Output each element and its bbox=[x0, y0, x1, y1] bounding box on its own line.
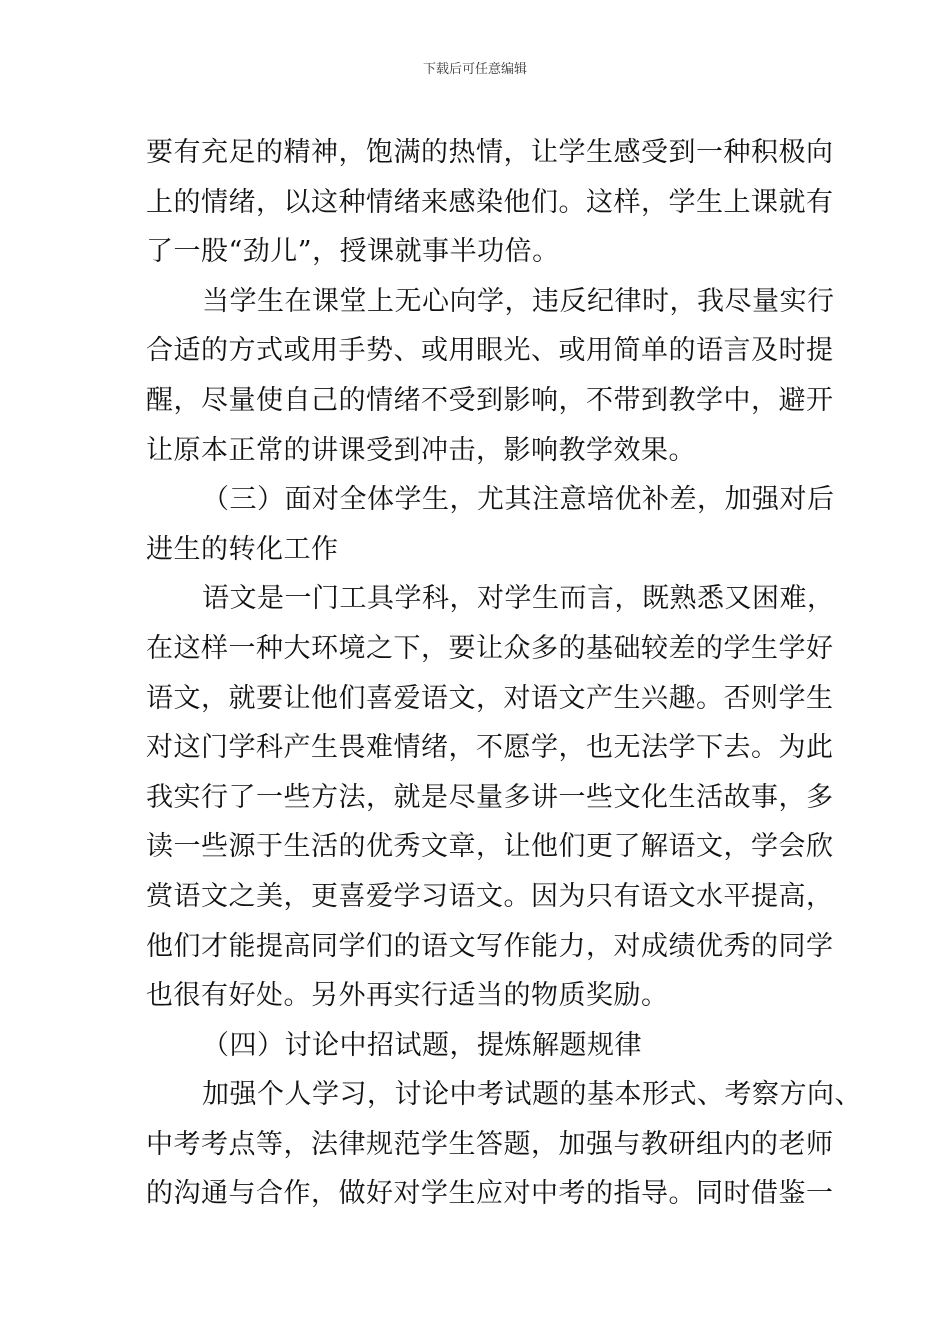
text-line: 进生的转化工作 bbox=[146, 533, 339, 565]
page-header: 下载后可任意编辑 bbox=[422, 62, 527, 77]
text-line: 的沟通与合作，做好对学生应对中考的指导。同时借鉴一 bbox=[146, 1178, 834, 1210]
text-line: 我实行了一些方法，就是尽量多讲一些文化生活故事，多 bbox=[146, 781, 834, 813]
text-line: 赏语文之美，更喜爱学习语文。因为只有语文水平提高， bbox=[146, 880, 834, 912]
paragraph bbox=[146, 574, 835, 1020]
text-line: 合适的方式或用手势、或用眼光、或用简单的语言及时提 bbox=[146, 335, 834, 367]
section-heading-3 bbox=[146, 475, 835, 574]
text-line: 语文是一门工具学科，对学生而言，既熟悉又困难， bbox=[202, 583, 835, 615]
section-heading-4 bbox=[146, 1021, 814, 1071]
text-line: 语文，就要让他们喜爱语文，对语文产生兴趣。否则学生 bbox=[146, 682, 834, 714]
text-line: （三）面对全体学生，尤其注意培优补差，加强对后 bbox=[202, 484, 835, 516]
text-line: 对这门学科产生畏难情绪，不愿学，也无法学下去。为此 bbox=[146, 732, 834, 764]
text-line: 上的情绪，以这种情绪来感染他们。这样，学生上课就有 bbox=[146, 186, 834, 218]
paragraph bbox=[146, 277, 835, 475]
text-line: （四）讨论中招试题，提炼解题规律 bbox=[202, 1029, 642, 1061]
paragraph bbox=[146, 1070, 862, 1219]
text-line: 读一些源于生活的优秀文章，让他们更了解语文，学会欣 bbox=[146, 831, 834, 863]
text-line: 让原本正常的讲课受到冲击，影响教学效果。 bbox=[146, 434, 696, 466]
text-line: 要有充足的精神，饱满的热情，让学生感受到一种积极向 bbox=[146, 137, 834, 168]
text-line: 也很有好处。另外再实行适当的物质奖励。 bbox=[146, 980, 669, 1012]
text-line: 中考考点等，法律规范学生答题，加强与教研组内的老师 bbox=[146, 1128, 834, 1160]
text-line: 加强个人学习，讨论中考试题的基本形式、考察方向、 bbox=[202, 1079, 862, 1111]
paragraph bbox=[146, 128, 834, 277]
text-line: 醒，尽量使自己的情绪不受到影响，不带到教学中，避开 bbox=[146, 384, 834, 416]
text-line: 当学生在课堂上无心向学，违反纪律时，我尽量实行 bbox=[202, 285, 835, 317]
text-line: 了一股“劲儿”，授课就事半功倍。 bbox=[146, 236, 560, 268]
document-body bbox=[146, 128, 862, 1219]
text-line: 在这样一种大环境之下，要让众多的基础较差的学生学好 bbox=[146, 632, 834, 664]
text-line: 他们才能提高同学们的语文写作能力，对成绩优秀的同学 bbox=[146, 930, 834, 962]
